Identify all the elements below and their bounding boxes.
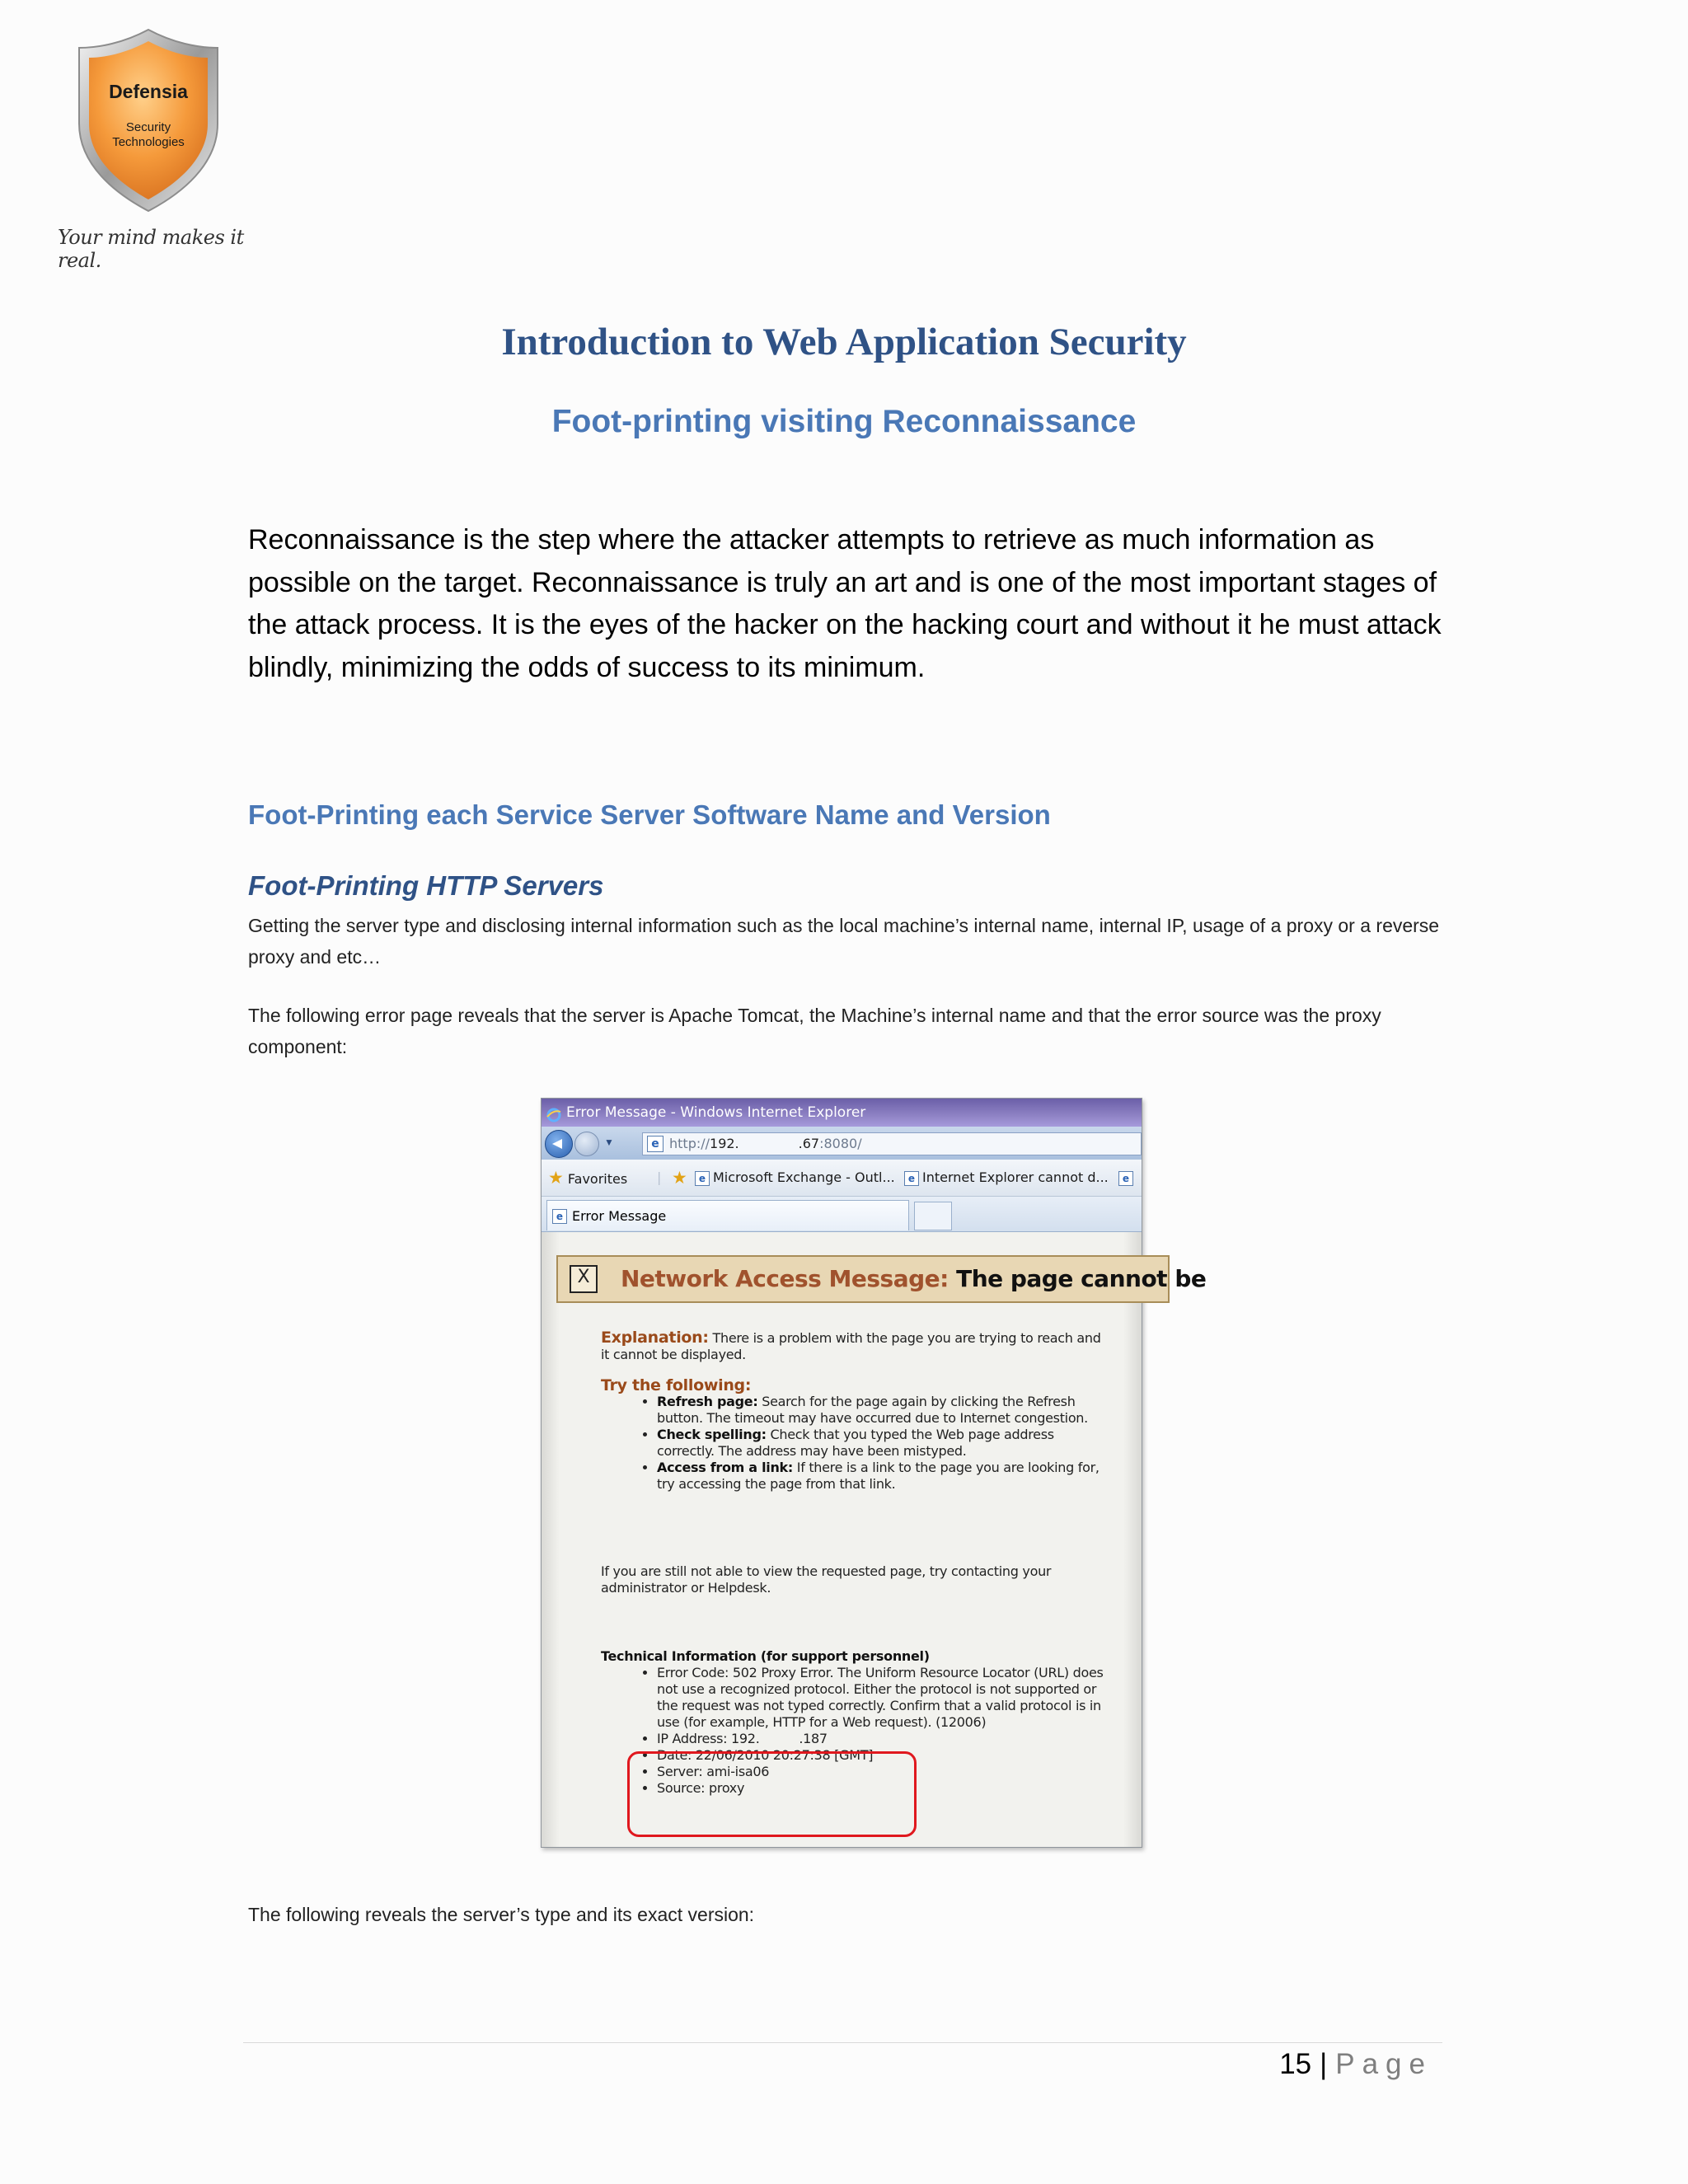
body-paragraph: The following reveals the server’s type and its exact version:	[248, 1904, 755, 1925]
tab-strip	[542, 1197, 1142, 1232]
favorites-bar	[542, 1160, 1142, 1197]
contact-note: If you are still not able to view the requested page, try contacting your administrator or Helpdesk.	[601, 1563, 1052, 1596]
company-logo	[49, 25, 247, 272]
page-icon: e	[647, 1136, 663, 1152]
logo-tagline: Your mind makes it real.	[58, 226, 244, 272]
footer-divider	[243, 2042, 1442, 2043]
try-following: Try the following: • Refresh page: Search for the page again by clicking the Refresh button. The timeout may have occurred due to Internet congestion. • Check spelling: Check that you typed the Web page address correctly. The address may have been mistyped. • Access from a link: If there is a link to the page you are looking for, try accessing the page from that link.	[601, 1377, 1112, 1493]
technical-information: Technical Information (for support personnel) • Error Code: 502 Proxy Error. The Uniform Resource Locator (URL) does not use a recognized protocol. Either the protocol is not supported or the request was not typed correctly. Confirm that a valid protocol is in use (for example, HTTP for a Web request). (12006) • IP Address: 192. .187 • Date: 22/06/2010 20:27:38 [GMT] • Server: ami-isa06 • Source: proxy	[601, 1648, 1112, 1797]
back-arrow-icon	[545, 1130, 573, 1158]
network-access-banner: X Network Access Message: The page cannot be	[556, 1255, 1170, 1303]
highlight-annotation	[627, 1751, 917, 1837]
favorites-button: ★ Favorites	[548, 1168, 628, 1188]
error-page-content	[542, 1232, 1207, 1847]
page-number: 15 | Page	[1279, 2048, 1432, 2080]
list-item: • Check spelling: Check that you typed the Web page address correctly. The address may have been mistyped.	[657, 1427, 1112, 1460]
window-title: Error Message - Windows Internet Explorer	[566, 1104, 866, 1121]
list-item: • IP Address: 192. .187	[657, 1731, 1112, 1747]
page-title: Introduction to Web Application Security	[501, 321, 1187, 363]
error-x-icon: X	[570, 1265, 598, 1293]
intro-paragraph: Reconnaissance is the step where the attacker attempts to retrieve as much information as possible on the target. Reconnaissance is truly an art and is one of the most important stages of the attack process. It is the eyes of the hacker on the hacking court and without it he must attack blindly, minimizing the odds of success to its minimum.	[248, 524, 1442, 683]
logo-subtitle: Security Technologies	[112, 120, 185, 149]
body-paragraph: The following error page reveals that the server is Apache Tomcat, the Machine’s internal name and that the error source was the proxy component:	[248, 1005, 1381, 1057]
fav-link-ie: e Internet Explorer cannot d...	[904, 1160, 1109, 1196]
address-bar-row	[542, 1127, 1142, 1160]
list-item: • Date: 22/06/2010 20:27:38 [GMT]	[657, 1747, 1112, 1764]
new-tab-button	[914, 1202, 952, 1230]
list-item: • Refresh page: Search for the page again by clicking the Refresh button. The timeout may have occurred due to Internet congestion.	[657, 1394, 1112, 1427]
browser-title-bar	[542, 1099, 1142, 1127]
error-page-screenshot	[541, 1098, 1207, 1848]
list-item: • Source: proxy	[657, 1780, 1112, 1797]
page-subtitle: Foot-printing visiting Reconnaissance	[551, 404, 1137, 439]
subsection-heading: Foot-Printing HTTP Servers	[248, 870, 604, 901]
forward-arrow-icon	[574, 1132, 599, 1156]
fav-link-more-icon: e	[1118, 1160, 1137, 1196]
url-field: e http://192. .67:8080/	[642, 1132, 1142, 1155]
tab-error-message: e Error Message	[546, 1200, 909, 1230]
list-item: • Error Code: 502 Proxy Error. The Uniform Resource Locator (URL) does not use a recognized protocol. Either the protocol is not supported or the request was not typed correctly. Confirm that a valid protocol is in use (for example, HTTP for a Web request). (12006)	[657, 1665, 1112, 1731]
body-paragraph: Getting the server type and disclosing internal information such as the local machine’s internal name, internal IP, usage of a proxy or a reverse proxy and etc…	[248, 915, 1440, 968]
section-heading: Foot-Printing each Service Server Software Name and Version	[248, 799, 1051, 830]
fav-link-exchange: e Microsoft Exchange - Outl...	[695, 1160, 895, 1196]
divider: |	[657, 1169, 662, 1185]
list-item: • Server: ami-isa06	[657, 1764, 1112, 1780]
explanation: Explanation: There is a problem with the page you are trying to reach and it cannot be displayed.	[601, 1329, 1101, 1362]
logo-brand: Defensia	[109, 81, 188, 102]
add-favorite-icon: ★	[672, 1168, 687, 1188]
ie-logo-icon	[546, 1104, 561, 1119]
list-item: • Access from a link: If there is a link to the page you are looking for, try accessing the page from that link.	[657, 1460, 1112, 1493]
star-icon: ★	[548, 1168, 564, 1188]
history-dropdown-icon: ▼	[604, 1137, 614, 1148]
